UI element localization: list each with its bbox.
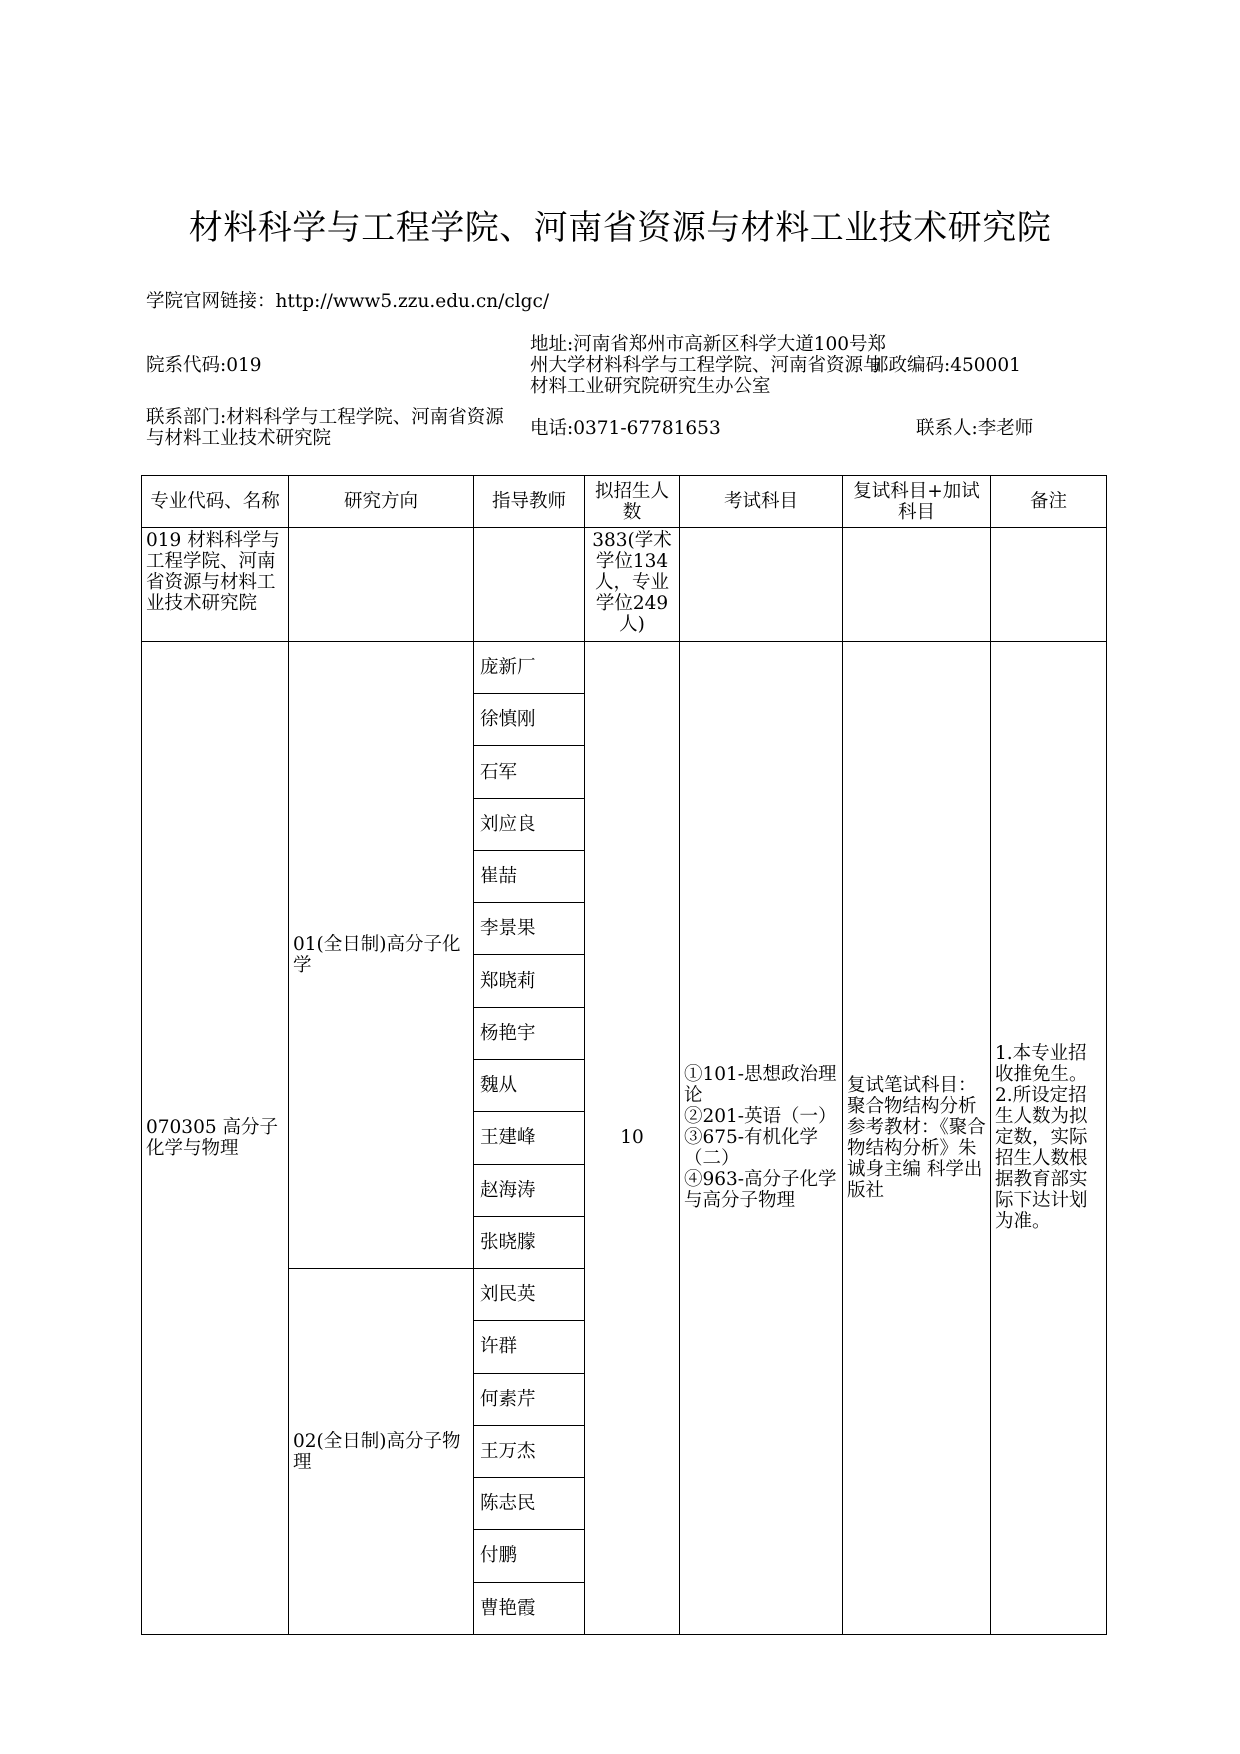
teacher-cell: 刘民英 xyxy=(474,1269,585,1321)
summary-remarks xyxy=(991,528,1107,642)
contact-dept: 联系部门:材料科学与工程学院、河南省资源与材料工业技术研究院 xyxy=(146,407,504,449)
header-direction: 研究方向 xyxy=(289,476,474,528)
teacher-cell: 杨艳宇 xyxy=(474,1007,585,1059)
address: 地址:河南省郑州市高新区科学大道100号郑州大学材料科学与工程学院、河南省资源与材料工业研究院研究生办公室 xyxy=(530,334,887,397)
teacher-cell: 何素芹 xyxy=(474,1373,585,1425)
teacher-cell: 许群 xyxy=(474,1321,585,1373)
header-retest: 复试科目+加试科目 xyxy=(843,476,991,528)
teacher-cell: 赵海涛 xyxy=(474,1164,585,1216)
summary-row xyxy=(142,528,1107,642)
summary-direction xyxy=(289,528,474,642)
direction-02: 02(全日制)高分子物理 xyxy=(289,1269,474,1635)
phone: 电话:0371-67781653 xyxy=(530,418,721,439)
teacher-cell: 徐慎刚 xyxy=(474,694,585,746)
dept-code: 院系代码:019 xyxy=(146,355,262,376)
exam-item: ③675-有机化学（二） xyxy=(684,1127,819,1170)
exam-item: ②201-英语（一） xyxy=(684,1106,837,1128)
summary-teacher xyxy=(474,528,585,642)
teacher-cell: 陈志民 xyxy=(474,1478,585,1530)
exam-item: ①101-思想政治理论 xyxy=(684,1064,837,1107)
table-row xyxy=(142,641,1107,693)
major-code-name: 070305 高分子化学与物理 xyxy=(142,641,289,1634)
teacher-cell: 李景果 xyxy=(474,903,585,955)
contact-person: 联系人:李老师 xyxy=(916,418,1034,439)
summary-exams xyxy=(680,528,843,642)
major-retest: 复试笔试科目：聚合物结构分析参考教材：《聚合物结构分析》朱诚身主编 科学出版社 xyxy=(843,641,991,1634)
major-remarks: 1.本专业招收推免生。2.所设定招生人数为拟定数，实际招生人数根据教育部实际下达计划为准。 xyxy=(991,641,1107,1634)
major-enrollment: 10 xyxy=(585,641,680,1634)
header-row xyxy=(142,476,1107,528)
header-teacher: 指导教师 xyxy=(474,476,585,528)
summary-enrollment: 383(学术学位134人，专业学位249人) xyxy=(585,528,680,642)
direction-01: 01(全日制)高分子化学 xyxy=(289,641,474,1268)
header-enrollment: 拟招生人数 xyxy=(585,476,680,528)
teacher-cell: 付鹏 xyxy=(474,1530,585,1582)
exam-item: ④963-高分子化学与高分子物理 xyxy=(684,1169,837,1212)
summary-code-name: 019 材料科学与工程学院、河南省资源与材料工业技术研究院 xyxy=(142,528,289,642)
enrollment-table xyxy=(141,475,1107,1635)
summary-retest xyxy=(843,528,991,642)
teacher-cell: 张晓朦 xyxy=(474,1216,585,1268)
teacher-cell: 崔喆 xyxy=(474,850,585,902)
teacher-cell: 石军 xyxy=(474,746,585,798)
postcode: 邮政编码:450001 xyxy=(870,355,1021,376)
teacher-cell: 王建峰 xyxy=(474,1112,585,1164)
major-exams xyxy=(680,641,843,1634)
teacher-cell: 魏从 xyxy=(474,1059,585,1111)
teacher-cell: 庞新厂 xyxy=(474,641,585,693)
header-remarks: 备注 xyxy=(991,476,1107,528)
teacher-cell: 郑晓莉 xyxy=(474,955,585,1007)
teacher-cell: 曹艳霞 xyxy=(474,1582,585,1634)
page-title: 材料科学与工程学院、河南省资源与材料工业技术研究院 xyxy=(188,208,1052,248)
teacher-cell: 刘应良 xyxy=(474,798,585,850)
teacher-cell: 王万杰 xyxy=(474,1425,585,1477)
website-link[interactable]: 学院官网链接：http://www5.zzu.edu.cn/clgc/ xyxy=(146,291,550,312)
header-exams: 考试科目 xyxy=(680,476,843,528)
header-major: 专业代码、名称 xyxy=(142,476,289,528)
